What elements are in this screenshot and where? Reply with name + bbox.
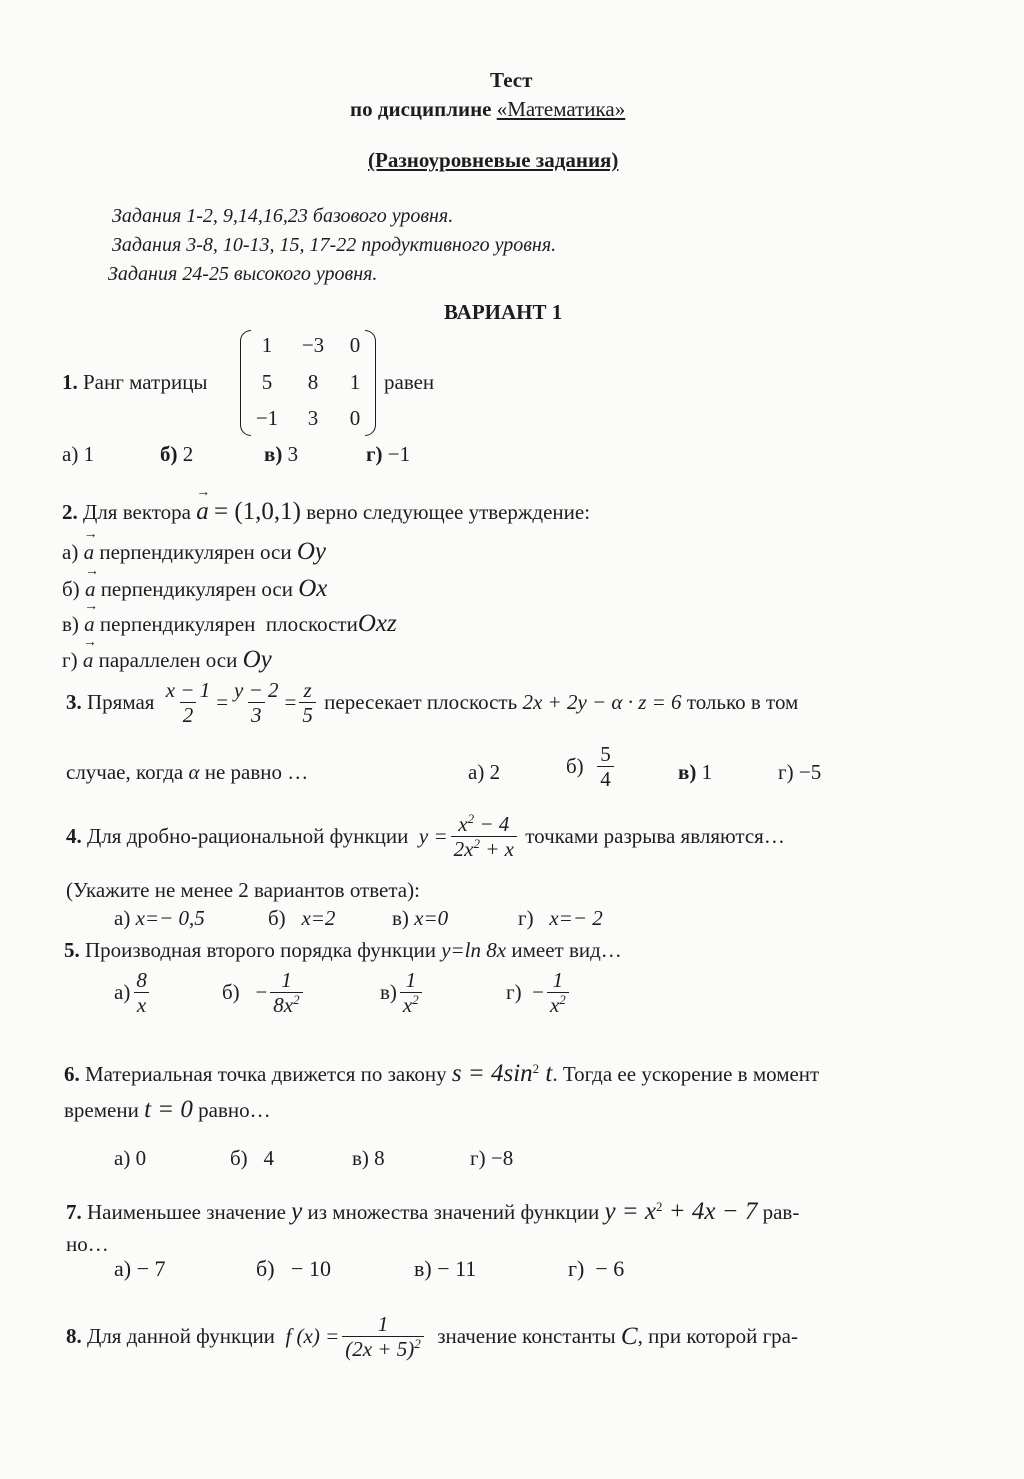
levels-line-basic: Задания 1-2, 9,14,16,23 базового уровня. xyxy=(112,205,454,227)
q8-prompt: 8. Для данной функции f (x) = $\frac{1}{(2x + 5)^2}$ значение константы C , при которой гра- xyxy=(66,1312,798,1362)
q5-answer-c[interactable]: в) $\frac{1}{x^2}$ xyxy=(380,968,425,1017)
q4-prompt: 4. Для дробно-рациональной функции y = $\frac{x^2 - 4}{2x^2 + x}$ точками разрыва являются… xyxy=(66,811,785,862)
subject-name: «Математика» xyxy=(496,97,626,121)
q4-note: (Укажите не менее 2 вариантов ответа): xyxy=(66,878,420,902)
q3-plane: 2x + 2y − α · z = 6 xyxy=(522,690,682,715)
q4-answer-d[interactable]: г) x=− 2 xyxy=(518,906,603,930)
variant-heading: ВАРИАНТ 1 xyxy=(444,300,563,324)
q3-prompt: 3. Прямая $\frac{x - 1}{2}$ = $\frac{y - 2}{3}$ = $\frac{z}{5}$ пересекает плоскость 2x + 2y − α · z = 6 только в том xyxy=(66,678,799,728)
q2-answer-b[interactable]: б) → a перпендикулярен оси Ox xyxy=(62,575,327,603)
q4-fraction: $\frac{x^2 - 4}{2x^2 + x}$ xyxy=(451,812,517,861)
subject-prefix: по дисциплине xyxy=(350,97,492,121)
levels-line-high: Задания 24-25 высокого уровня. xyxy=(108,263,378,285)
matrix-cell: −1 xyxy=(255,406,279,430)
q1-text: Ранг матрицы xyxy=(83,370,208,394)
q7-answer-c[interactable]: в) − 11 xyxy=(414,1256,477,1281)
matrix-cell: 0 xyxy=(349,333,361,357)
matrix-cell: 8 xyxy=(307,370,319,394)
q1-text-after: равен xyxy=(384,370,435,394)
q7-prompt: 7. Наименьшее значение y из множества значений функции $y = x^2 + 4x - 7$ рав- xyxy=(66,1198,800,1225)
q1-answer-b[interactable]: б) 2 xyxy=(160,442,194,466)
q3-line2: случае, когда α не равно … xyxy=(66,760,309,784)
q5-answer-a[interactable]: а) $\frac{8}{x}$ xyxy=(114,968,153,1017)
q2-prompt: 2. Для вектора → a = (1,0,1) верно следующее утверждение: xyxy=(62,498,590,526)
matrix-cell: −3 xyxy=(301,333,325,357)
q3-number: 3. xyxy=(66,690,82,715)
q8-fraction: $\frac{1}{(2x + 5)^2}$ xyxy=(342,1312,423,1361)
matrix-cell: 5 xyxy=(261,370,273,394)
q4-answer-c[interactable]: в) x=0 xyxy=(392,906,449,930)
q7-answer-d[interactable]: г) − 6 xyxy=(568,1256,625,1281)
levels-line-productive: Задания 3-8, 10-13, 15, 17-22 продуктивного уровня. xyxy=(112,234,557,256)
matrix-cell: 1 xyxy=(349,370,361,394)
q1-prompt xyxy=(62,370,208,395)
q4-answer-a[interactable]: а) x=− 0,5 xyxy=(114,906,205,930)
q3-answer-d[interactable]: г) −5 xyxy=(778,760,822,784)
q2-answer-d[interactable]: г) → a параллелен оси Oy xyxy=(62,646,272,674)
q6-answer-b[interactable]: б) 4 xyxy=(230,1146,274,1170)
matrix-cell: 3 xyxy=(307,406,319,430)
tasks-kind-heading: (Разноуровневые задания) xyxy=(368,148,619,172)
q3-fraction-x: $\frac{x - 1}{2}$ xyxy=(165,678,211,728)
subject-line xyxy=(350,97,625,122)
q6-answer-c[interactable]: в) 8 xyxy=(352,1146,385,1170)
q3-answer-a[interactable]: а) 2 xyxy=(468,760,501,784)
q3-fraction-z: $\frac{z}{5}$ xyxy=(299,678,316,727)
matrix-cell: 1 xyxy=(261,333,273,357)
q6-answer-a[interactable]: а) 0 xyxy=(114,1146,147,1170)
q1-matrix xyxy=(238,330,378,436)
q7-number: 7. xyxy=(66,1200,82,1224)
q4-number: 4. xyxy=(66,824,82,849)
q6-prompt: 6. Материальная точка движется по закону $s = 4\sin^2$ t. Тогда ее ускорение в момент xyxy=(64,1060,820,1087)
q1-number: 1. xyxy=(62,370,78,394)
q2-answer-c[interactable]: в) → a перпендикулярен плоскостиOxz xyxy=(62,610,397,638)
q3-fraction-y: $\frac{y - 2}{3}$ xyxy=(234,678,279,728)
page-title: Тест xyxy=(490,68,533,92)
q7-answer-b[interactable]: б) − 10 xyxy=(256,1256,331,1281)
vector-a: → a xyxy=(196,498,209,526)
q2-number: 2. xyxy=(62,500,78,524)
q6-line2: времени t = 0 равно… xyxy=(64,1096,271,1123)
q1-answer-a[interactable]: а) 1 xyxy=(62,442,95,466)
q7-line2: но… xyxy=(66,1232,109,1256)
q1-answer-d[interactable]: г) −1 xyxy=(366,442,411,466)
q6-answer-d[interactable]: г) −8 xyxy=(470,1146,514,1170)
q3-answer-b[interactable]: б) $\frac{5}{4}$ xyxy=(566,742,617,791)
q1-answer-c[interactable]: в) 3 xyxy=(264,442,299,466)
matrix-cell: 0 xyxy=(349,406,361,430)
q8-number: 8. xyxy=(66,1324,82,1349)
q5-number: 5. xyxy=(64,938,80,962)
q5-answer-d[interactable]: г) − $\frac{1}{x^2}$ xyxy=(506,968,572,1017)
q5-prompt: 5. Производная второго порядка функции y=ln 8x имеет вид… xyxy=(64,938,622,962)
q6-number: 6. xyxy=(64,1062,80,1086)
q4-answer-b[interactable]: б) x=2 xyxy=(268,906,336,930)
q7-answer-a[interactable]: а) − 7 xyxy=(114,1256,166,1281)
q3-answer-c[interactable]: в) 1 xyxy=(678,760,713,784)
q5-answer-b[interactable]: б) − $\frac{1}{8x^2}$ xyxy=(222,968,306,1017)
q2-answer-a[interactable]: а) → a перпендикулярен оси Oy xyxy=(62,538,326,566)
